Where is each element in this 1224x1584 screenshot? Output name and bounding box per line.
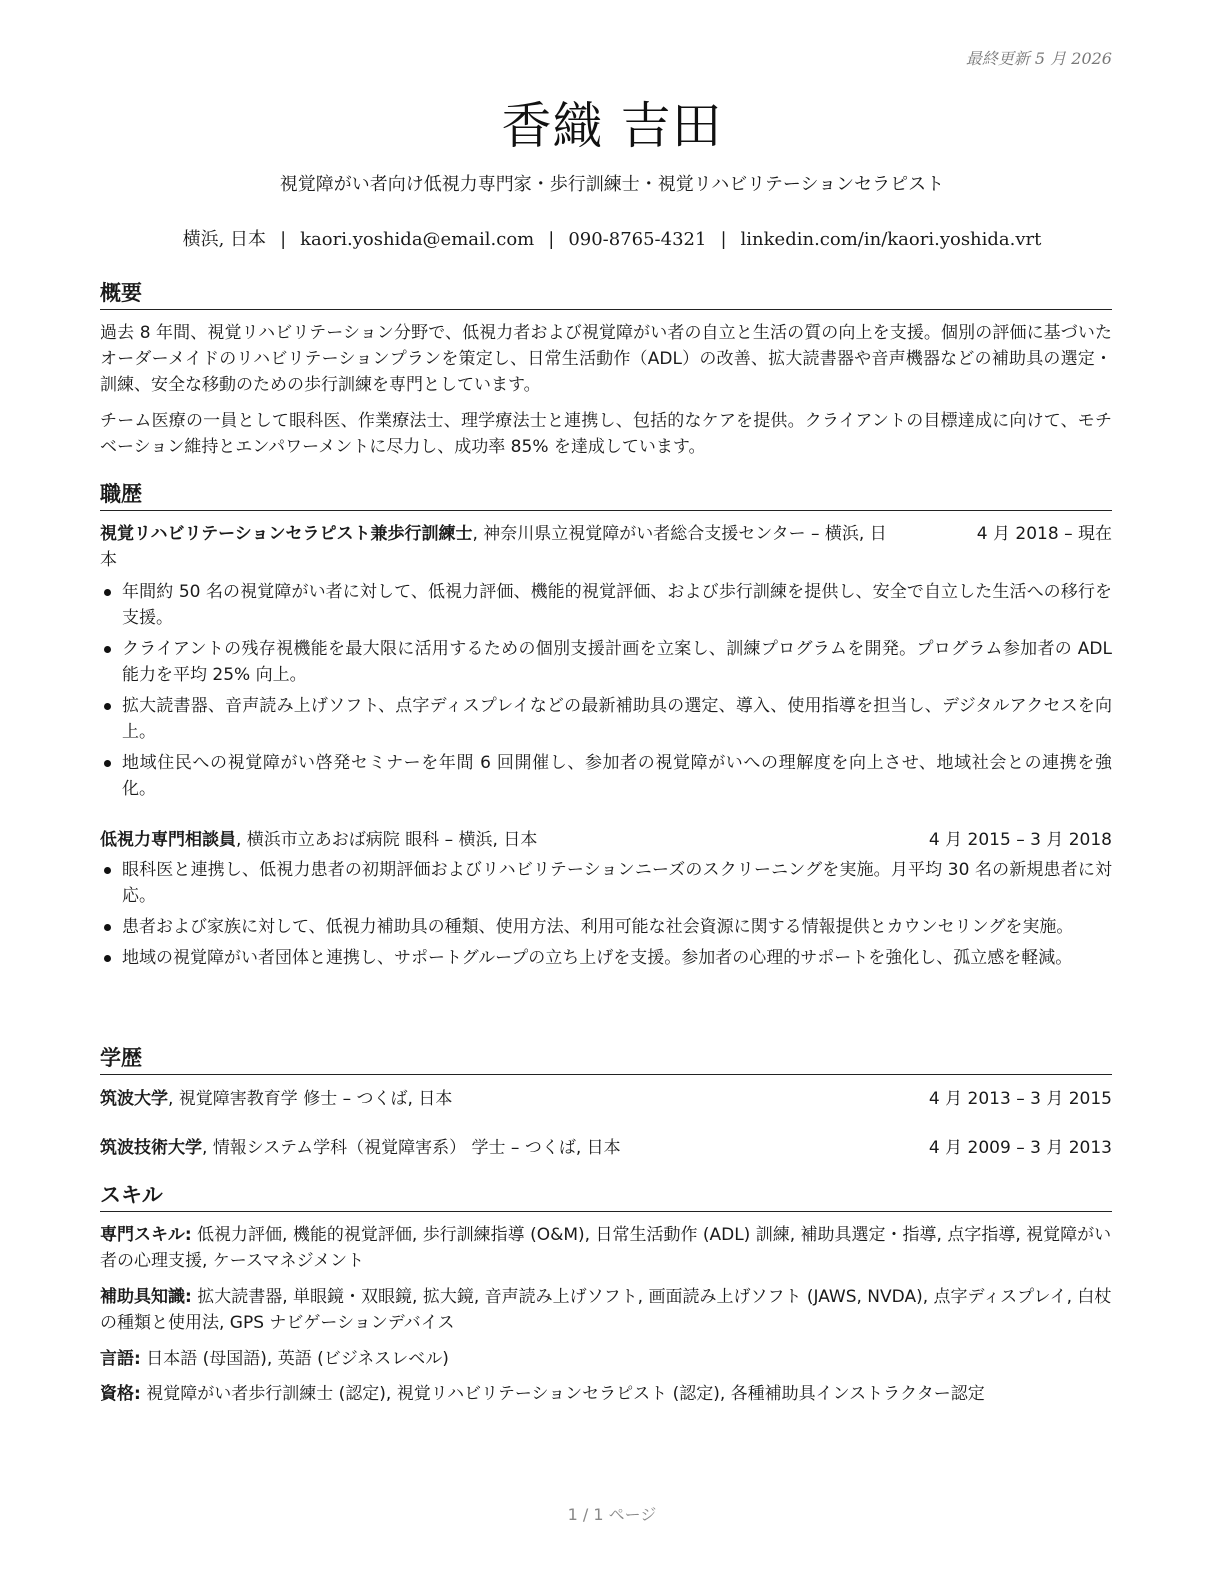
list-item: 患者および家族に対して、低視力補助具の種類、使用方法、利用可能な社会資源に関する情報提供とカウンセリングを実施。 <box>100 914 1112 940</box>
skill-text: 低視力評価, 機能的視覚評価, 歩行訓練指導 (O&M), 日常生活動作 (ADL) 訓練, 補助具選定・指導, 点字指導, 視覚障がい者の心理支援, ケースマネジメント <box>100 1225 1112 1271</box>
skill-row-professional <box>100 1222 1112 1274</box>
section-title-experience: 職歴 <box>100 478 1112 511</box>
experience-entry-2-dates: 4 月 2015 – 3 月 2018 <box>928 830 1112 850</box>
education-entry-1 <box>100 1086 1112 1112</box>
section-title-skills: スキル <box>100 1179 1112 1212</box>
experience-entry-1-title: 視覚リハビリテーションセラピスト兼歩行訓練士 <box>100 524 473 544</box>
section-title-education: 学歴 <box>100 1042 1112 1075</box>
skill-row-languages <box>100 1346 1112 1372</box>
experience-entry-2-header <box>100 827 1112 853</box>
skill-label: 言語: <box>100 1349 141 1369</box>
contact-linkedin[interactable]: linkedin.com/in/kaori.yoshida.vrt <box>740 229 1042 250</box>
skill-label: 補助具知識: <box>100 1287 192 1307</box>
skill-label: 資格: <box>100 1384 141 1404</box>
list-item: クライアントの残存視機能を最大限に活用するための個別支援計画を立案し、訓練プログラムを開発。プログラム参加者の ADL 能力を平均 25% 向上。 <box>100 636 1112 688</box>
list-item: 眼科医と連携し、低視力患者の初期評価およびリハビリテーションニーズのスクリーニングを実施。月平均 30 名の新規患者に対応。 <box>100 857 1112 909</box>
education-entry-2-detail: , 情報システム学科（視覚障害系） 学士 – つくば, 日本 <box>202 1138 621 1158</box>
education-entry-1-school: 筑波大学 <box>100 1089 168 1109</box>
last-updated: 最終更新 5 月 2026 <box>965 49 1112 68</box>
contact-separator: | <box>720 229 727 250</box>
skill-label: 専門スキル: <box>100 1225 192 1245</box>
education-entry-1-dates: 4 月 2013 – 3 月 2015 <box>928 1089 1112 1109</box>
contact-email[interactable]: kaori.yoshida@email.com <box>300 229 535 250</box>
contact-phone[interactable]: 090-8765-4321 <box>568 229 707 250</box>
education-entry-2-dates: 4 月 2009 – 3 月 2013 <box>928 1138 1112 1158</box>
experience-entry-1-header <box>100 521 1112 573</box>
summary-paragraph-1: 過去 8 年間、視覚リハビリテーション分野で、低視力者および視覚障がい者の自立と生活の質の向上を支援。個別の評価に基づいたオーダーメイドのリハビリテーションプランを策定し、日常生活動作（ADL）の改善、拡大読書器や音声機器などの補助具の選定・訓練、安全な移動のための歩行訓練を専門としています。 <box>100 323 1112 395</box>
experience-entry-1-org: , 神奈川県立視覚障がい者総合支援センター – 横浜, 日本 <box>100 524 887 570</box>
experience-entry-1-dates: 4 月 2018 – 現在 <box>976 524 1112 544</box>
contact-line <box>0 225 1224 251</box>
list-item: 地域の視覚障がい者団体と連携し、サポートグループの立ち上げを支援。参加者の心理的サポートを強化し、孤立感を軽減。 <box>100 945 1112 971</box>
list-item: 地域住民への視覚障がい啓発セミナーを年間 6 回開催し、参加者の視覚障がいへの理解度を向上させ、地域社会との連携を強化。 <box>100 750 1112 802</box>
education-entry-1-detail: , 視覚障害教育学 修士 – つくば, 日本 <box>168 1089 453 1109</box>
experience-entry-2-org: , 横浜市立あおば病院 眼科 – 横浜, 日本 <box>236 830 538 850</box>
education-entry-2 <box>100 1135 1112 1161</box>
page-number: 1 / 1 ページ <box>567 1505 657 1524</box>
experience-entry-2-bullets <box>100 857 1112 976</box>
resume-headline: 視覚障がい者向け低視力専門家・歩行訓練士・視覚リハビリテーションセラピスト <box>279 174 945 195</box>
skill-text: 日本語 (母国語), 英語 (ビジネスレベル) <box>140 1349 449 1369</box>
skill-text: 拡大読書器, 単眼鏡・双眼鏡, 拡大鏡, 音声読み上げソフト, 画面読み上げソフト (JAWS, NVDA), 点字ディスプレイ, 白杖の種類と使用法, GPS ナビゲーションデバイス <box>100 1287 1112 1333</box>
skill-row-devices <box>100 1284 1112 1336</box>
experience-entry-1-bullets <box>100 579 1112 807</box>
summary-paragraph-2: チーム医療の一員として眼科医、作業療法士、理学療法士と連携し、包括的なケアを提供。クライアントの目標達成に向けて、モチベーション維持とエンパワーメントに尽力し、成功率 85% を達成しています。 <box>100 411 1112 457</box>
contact-separator: | <box>548 229 555 250</box>
list-item: 年間約 50 名の視覚障がい者に対して、低視力評価、機能的視覚評価、および歩行訓練を提供し、安全で自立した生活への移行を支援。 <box>100 579 1112 631</box>
contact-separator: | <box>280 229 287 250</box>
skill-row-certifications <box>100 1381 1112 1407</box>
experience-entry-2-title: 低視力専門相談員 <box>100 830 236 850</box>
resume-name: 香織 吉田 <box>501 97 723 155</box>
section-title-summary: 概要 <box>100 277 1112 310</box>
contact-location: 横浜, 日本 <box>182 229 267 250</box>
list-item: 拡大読書器、音声読み上げソフト、点字ディスプレイなどの最新補助具の選定、導入、使用指導を担当し、デジタルアクセスを向上。 <box>100 693 1112 745</box>
education-entry-2-school: 筑波技術大学 <box>100 1138 202 1158</box>
skill-text: 視覚障がい者歩行訓練士 (認定), 視覚リハビリテーションセラピスト (認定), 各種補助具インストラクター認定 <box>140 1384 985 1404</box>
